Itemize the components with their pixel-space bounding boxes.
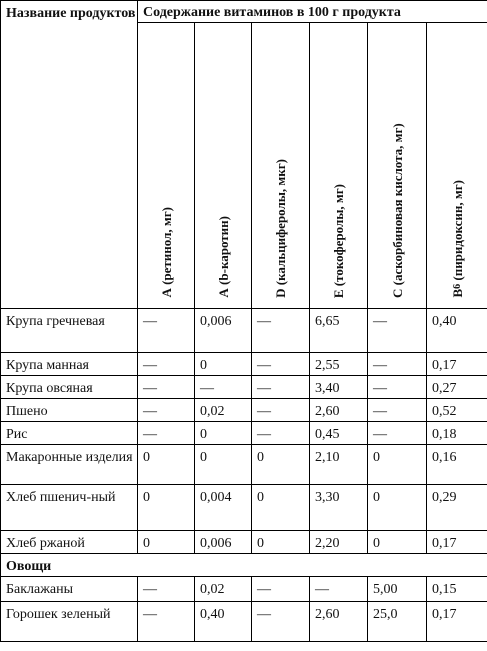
value-cell: 0,18 — [427, 422, 487, 445]
value-cell: — — [368, 376, 427, 399]
value-cell: 0,17 — [427, 602, 487, 642]
section-title: Овощи — [1, 554, 487, 577]
value-cell: 2,10 — [310, 445, 368, 485]
col-header-ascorbic: С (аскорбиновая кислота, мг) — [368, 23, 427, 309]
value-cell: — — [138, 353, 195, 376]
value-cell: 0,15 — [427, 577, 487, 602]
table-row — [1, 376, 487, 399]
col-header-retinol: А (ретинол, мг) — [138, 23, 195, 309]
table-row — [1, 445, 487, 485]
value-cell: 0,02 — [195, 577, 252, 602]
value-cell: 0,40 — [427, 309, 487, 353]
product-name-cell: Хлеб пшенич-ный — [1, 485, 138, 531]
value-cell: 0 — [368, 485, 427, 531]
table-row — [1, 399, 487, 422]
value-cell: 0,29 — [427, 485, 487, 531]
table-row — [1, 422, 487, 445]
value-cell: 0 — [252, 485, 310, 531]
product-name-cell: Баклажаны — [1, 577, 138, 602]
col-header-pyridoxine: В6 (пиридоксин, мг) — [427, 23, 487, 309]
value-cell: 0,006 — [195, 309, 252, 353]
table-row — [1, 577, 487, 602]
value-cell: 6,65 — [310, 309, 368, 353]
section-row — [1, 554, 487, 577]
table-row — [1, 353, 487, 376]
value-cell: 0,006 — [195, 531, 252, 554]
value-cell: 0 — [368, 445, 427, 485]
product-name-cell: Макаронные изделия — [1, 445, 138, 485]
value-cell: 0 — [195, 422, 252, 445]
table-row — [1, 531, 487, 554]
value-cell: — — [368, 399, 427, 422]
table-row — [1, 602, 487, 642]
value-cell: 0 — [252, 445, 310, 485]
value-cell: 25,0 — [368, 602, 427, 642]
product-name-cell: Хлеб ржаной — [1, 531, 138, 554]
value-cell: — — [138, 399, 195, 422]
value-cell: — — [195, 376, 252, 399]
table-body — [1, 309, 487, 642]
col-header-tocopherols: Е (токоферолы, мг) — [310, 23, 368, 309]
value-cell: 3,30 — [310, 485, 368, 531]
value-cell: 0,17 — [427, 531, 487, 554]
value-cell: 0,02 — [195, 399, 252, 422]
value-cell: — — [252, 309, 310, 353]
value-cell: 2,60 — [310, 399, 368, 422]
product-name-cell: Горошек зеленый — [1, 602, 138, 642]
value-cell: 0,45 — [310, 422, 368, 445]
value-cell: — — [138, 309, 195, 353]
value-cell: 0,17 — [427, 353, 487, 376]
vitamin-group-header: Содержание витаминов в 100 г продукта — [138, 1, 487, 23]
col-header-carotene: А (b-каротин) — [195, 23, 252, 309]
value-cell: — — [368, 353, 427, 376]
value-cell: — — [368, 309, 427, 353]
table-row — [1, 485, 487, 531]
col-header-calciferols: D (кальциферолы, мкг) — [252, 23, 310, 309]
value-cell: — — [138, 376, 195, 399]
value-cell: 0 — [138, 485, 195, 531]
value-cell: 0,27 — [427, 376, 487, 399]
value-cell: — — [252, 422, 310, 445]
value-cell: 0 — [252, 531, 310, 554]
value-cell: — — [138, 602, 195, 642]
value-cell: 0 — [368, 531, 427, 554]
product-name-cell: Крупа манная — [1, 353, 138, 376]
header-row-group — [1, 1, 487, 23]
value-cell: 2,20 — [310, 531, 368, 554]
value-cell: 0 — [195, 445, 252, 485]
value-cell: — — [138, 422, 195, 445]
value-cell: 5,00 — [368, 577, 427, 602]
product-name-cell: Пшено — [1, 399, 138, 422]
value-cell: — — [310, 577, 368, 602]
product-name-cell: Крупа овсяная — [1, 376, 138, 399]
value-cell: 2,55 — [310, 353, 368, 376]
value-cell: — — [252, 602, 310, 642]
value-cell: — — [252, 376, 310, 399]
value-cell: 2,60 — [310, 602, 368, 642]
value-cell: — — [252, 353, 310, 376]
value-cell: 0 — [138, 445, 195, 485]
table-row — [1, 309, 487, 353]
product-name-cell: Крупа гречневая — [1, 309, 138, 353]
value-cell: 0,004 — [195, 485, 252, 531]
value-cell: 0 — [138, 531, 195, 554]
value-cell: 3,40 — [310, 376, 368, 399]
value-cell: — — [368, 422, 427, 445]
value-cell: — — [252, 577, 310, 602]
value-cell: — — [252, 399, 310, 422]
value-cell: 0,52 — [427, 399, 487, 422]
product-column-header: Название продуктов — [1, 1, 138, 309]
value-cell: 0 — [195, 353, 252, 376]
product-name-cell: Рис — [1, 422, 138, 445]
value-cell: 0,40 — [195, 602, 252, 642]
value-cell: 0,16 — [427, 445, 487, 485]
value-cell: — — [138, 577, 195, 602]
